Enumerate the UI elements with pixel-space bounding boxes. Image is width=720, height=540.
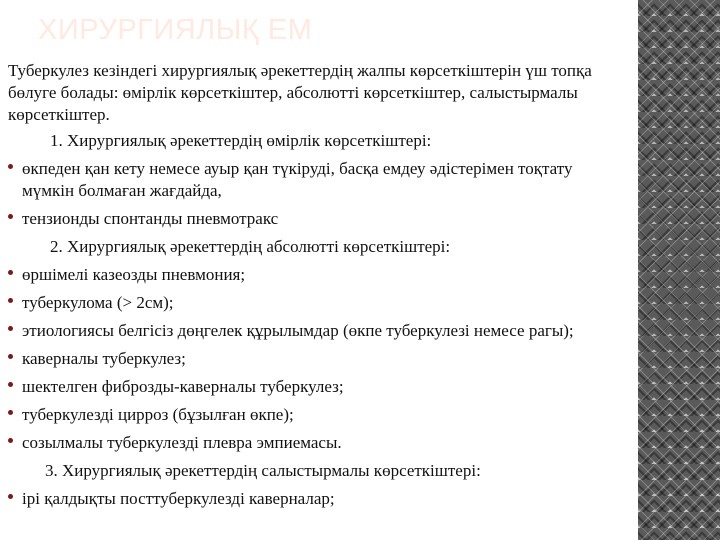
list-item <box>8 348 628 370</box>
section-heading-vital: 1. Хирургиялық әрекеттердің өмірлік көрсеткіштері: <box>50 131 432 150</box>
list-item-text: өршімелі казеозды пневмония; <box>22 265 246 284</box>
list-item-text: созылмалы туберкулезді плевра эмпиемасы. <box>22 433 342 452</box>
list-item <box>8 208 628 230</box>
list-item-text: өкпеден қан кету немесе ауыр қан түкіруді, басқа емдеу әдістерімен тоқтату мүмкін болмаған жағдайда, <box>22 159 573 200</box>
list-item-text: тензионды спонтанды пневмотракс <box>22 209 279 228</box>
intro-paragraph: Туберкулез кезіндегі хирургиялық әрекеттердің жалпы көрсеткіштерін үш топқа бөлуге болады: өмірлік көрсеткіштер, абсолютті көрсеткіштер, салыстырмалы көрсеткіштер. <box>8 61 592 124</box>
decorative-pattern-strip <box>638 0 720 540</box>
bullet-icon <box>8 410 13 415</box>
bullet-icon <box>8 270 13 275</box>
list-item-text: каверналы туберкулез; <box>22 349 186 368</box>
bullet-list-relative <box>8 488 628 510</box>
bullet-icon <box>8 438 13 443</box>
bullet-icon <box>8 326 13 331</box>
bullet-list-absolute <box>8 264 628 454</box>
list-item <box>8 158 628 202</box>
section-heading-relative: 3. Хирургиялық әрекеттердің салыстырмалы көрсеткіштері: <box>45 461 481 480</box>
list-item-text: шектелген фиброзды-каверналы туберкулез; <box>22 377 344 396</box>
bullet-icon <box>8 214 13 219</box>
list-item-text: туберкулома (> 2см); <box>22 293 174 312</box>
list-item-text: ірі қалдықты посттуберкулезді каверналар; <box>22 489 335 508</box>
slide-title: ХИРУРГИЯЛЫҚ ЕМ <box>38 14 313 46</box>
bullet-icon <box>8 298 13 303</box>
list-item <box>8 264 628 286</box>
list-item-text: туберкулезді цирроз (бұзылған өкпе); <box>22 405 294 424</box>
list-item <box>8 432 628 454</box>
slide-content <box>8 60 628 516</box>
list-item <box>8 488 628 510</box>
list-item-text: этиологиясы белгісіз дөңгелек құрылымдар (өкпе туберкулезі немесе рагы); <box>22 321 574 340</box>
bullet-icon <box>8 494 13 499</box>
bullet-icon <box>8 354 13 359</box>
list-item <box>8 376 628 398</box>
bullet-icon <box>8 382 13 387</box>
list-item <box>8 320 628 342</box>
bullet-list-vital <box>8 158 628 230</box>
list-item <box>8 292 628 314</box>
list-item <box>8 404 628 426</box>
section-heading-absolute: 2. Хирургиялық әрекеттердің абсолютті көрсеткіштері: <box>50 237 451 256</box>
bullet-icon <box>8 164 13 169</box>
